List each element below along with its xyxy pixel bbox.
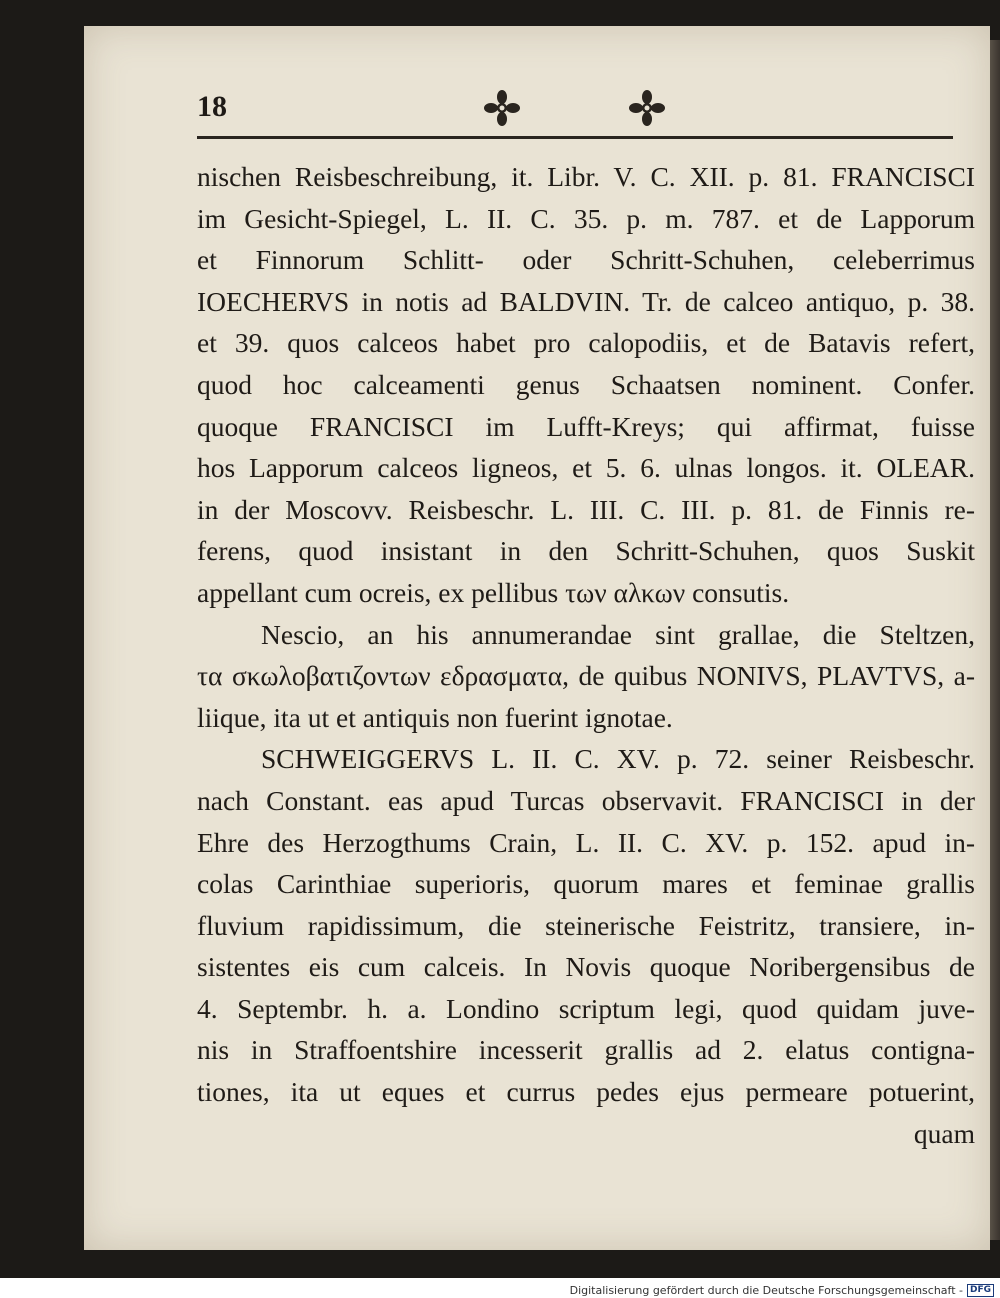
text-line: ferens, quod insistant in den Schritt-Schuhen, quos Suskit	[197, 535, 975, 567]
digitization-credit	[570, 1284, 994, 1297]
text-line: 4. Septembr. h. a. Londino scriptum legi, quod quidam juve-	[197, 992, 975, 1024]
text-line: Ehre des Herzogthums Crain, L. II. C. XV. p. 152. apud in-	[197, 826, 975, 858]
paragraph-start: SCHWEIGGERVS L. II. C. XV. p. 72. seiner Reisbeschr.	[261, 743, 975, 775]
paragraph-start: Nescio, an his annumerandae sint grallae, die Steltzen,	[261, 618, 975, 650]
text-line: liique, ita ut et antiquis non fuerint ignotae.	[197, 701, 673, 733]
text-line: colas Carinthiae superioris, quorum mares et feminae grallis	[197, 868, 975, 900]
text-line: fluvium rapidissimum, die steinerische Feistritz, transiere, in-	[197, 909, 975, 941]
text-line: quod hoc calceamenti genus Schaatsen nominent. Confer.	[197, 368, 975, 400]
catchword: quam	[913, 1117, 975, 1149]
text-line: sistentes eis cum calceis. In Novis quoque Noribergensibus de	[197, 951, 975, 983]
floral-ornament-icon	[627, 88, 667, 128]
header-rule	[197, 136, 953, 139]
text-line: IOECHERVS in notis ad BALDVIN. Tr. de calceo antiquo, p. 38.	[197, 285, 975, 317]
page-header	[84, 60, 954, 140]
credit-text: Digitalisierung gefördert durch die Deutsche Forschungsgemeinschaft -	[569, 1284, 963, 1297]
text-line: tiones, ita ut eques et currus pedes ejus permeare potuerint,	[197, 1076, 975, 1108]
text-line: appellant cum ocreis, ex pellibus των αλκων consutis.	[197, 576, 790, 608]
text-line: im Gesicht-Spiegel, L. II. C. 35. p. m. 787. et de Lapporum	[197, 202, 975, 234]
page-number: 18	[197, 90, 227, 123]
text-line: et Finnorum Schlitt- oder Schritt-Schuhen, celeberrimus	[197, 244, 975, 276]
book-page	[84, 26, 990, 1250]
text-line: quoque FRANCISCI im Lufft-Kreys; qui affirmat, fuisse	[197, 410, 975, 442]
body-text	[197, 156, 975, 1154]
text-line: τα σκωλοβατιζοντων εδρασματα, de quibus NONIVS, PLAVTVS, a-	[197, 660, 975, 692]
text-line: hos Lapporum calceos ligneos, et 5. 6. ulnas longos. it. OLEAR.	[197, 452, 975, 484]
dfg-logo: DFG	[967, 1284, 994, 1297]
text-line: nach Constant. eas apud Turcas observavit. FRANCISCI in der	[197, 784, 975, 816]
text-line: in der Moscovv. Reisbeschr. L. III. C. III. p. 81. de Finnis re-	[197, 493, 975, 525]
text-line: nis in Straffoentshire incesserit grallis ad 2. elatus contigna-	[197, 1034, 975, 1066]
text-line: et 39. quos calceos habet pro calopodiis, et de Batavis refert,	[197, 327, 975, 359]
floral-ornament-icon	[482, 88, 522, 128]
text-line: nischen Reisbeschreibung, it. Libr. V. C. XII. p. 81. FRANCISCI	[197, 161, 975, 192]
